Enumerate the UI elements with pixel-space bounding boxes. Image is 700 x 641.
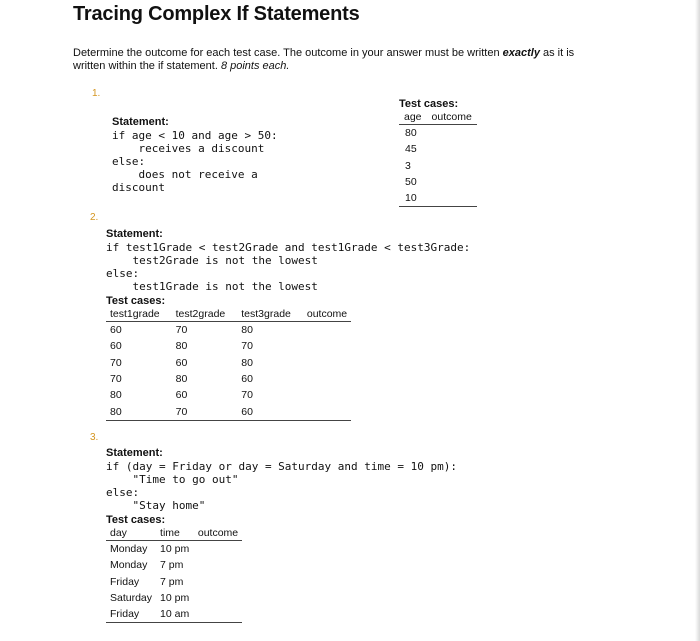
cell-time: 7 pm (160, 575, 184, 588)
table-row (106, 541, 242, 558)
cell-outcome[interactable] (427, 190, 477, 207)
table-row (399, 174, 477, 190)
cell-test1grade: 70 (110, 373, 122, 386)
column-header-day: day (106, 527, 156, 541)
question-1-test-cases (399, 98, 477, 207)
cell-outcome[interactable] (427, 141, 477, 157)
column-header-test1grade: test1grade (106, 308, 172, 322)
cell-test1grade: 80 (106, 403, 172, 420)
cell-test3grade: 70 (241, 389, 253, 402)
question-1-tests-label: Test cases: (399, 98, 459, 110)
table-row (106, 355, 351, 371)
cell-outcome[interactable] (303, 338, 351, 354)
instructions (73, 47, 593, 73)
table-row (106, 322, 351, 339)
instructions-tail: as it is written within the if statement. (73, 47, 575, 72)
question-3-tests-label: Test cases: (106, 514, 166, 526)
cell-day: Saturday (110, 592, 153, 605)
table-header-row (106, 527, 242, 541)
column-header-test3grade: test3grade (237, 308, 303, 322)
column-header-outcome: outcome (303, 308, 351, 322)
cell-time: 10 pm (160, 592, 190, 605)
cell-outcome[interactable] (427, 174, 477, 190)
cell-test2grade: 80 (175, 373, 188, 386)
question-2-table (106, 308, 351, 421)
cell-test1grade: 60 (110, 324, 122, 337)
table-row (106, 338, 351, 354)
cell-test1grade: 80 (110, 389, 122, 402)
cell-outcome[interactable] (427, 158, 477, 174)
table-row (106, 606, 242, 623)
question-1-statement (112, 116, 278, 194)
cell-outcome[interactable] (194, 606, 242, 623)
column-header-outcome: outcome (427, 111, 477, 125)
cell-day: Friday (110, 575, 140, 588)
question-3-table (106, 527, 242, 623)
cell-outcome[interactable] (303, 371, 351, 387)
cell-day: Friday (106, 606, 156, 623)
cell-age: 10 (399, 190, 427, 207)
cell-test3grade: 60 (237, 403, 303, 420)
question-3-statement (106, 447, 457, 623)
question-2-statement (106, 228, 470, 421)
question-1-code: if age < 10 and age > 50: receives a discount else: does not receive a discount (112, 129, 278, 194)
table-row (106, 574, 242, 590)
question-1-number: 1. (92, 88, 101, 99)
cell-test2grade: 70 (172, 403, 238, 420)
table-row (399, 141, 477, 157)
column-header-time: time (156, 527, 194, 541)
cell-age: 45 (405, 143, 417, 156)
cell-test2grade: 70 (175, 324, 188, 337)
table-row (106, 590, 242, 606)
cell-outcome[interactable] (194, 541, 242, 558)
cell-outcome[interactable] (303, 387, 351, 403)
cell-test3grade: 80 (241, 324, 253, 337)
question-1-statement-label: Statement: (112, 116, 169, 128)
cell-day: Monday (110, 543, 148, 556)
page-edge-shadow (695, 0, 700, 641)
cell-outcome[interactable] (194, 557, 242, 573)
question-3-code: if (day = Friday or day = Saturday and time = 10 pm): "Time to go out" else: "Stay home" (106, 460, 457, 512)
table-row (399, 125, 477, 142)
cell-age: 3 (405, 159, 411, 172)
table-row (106, 403, 351, 420)
cell-time: 10 am (156, 606, 194, 623)
instructions-emphasis: exactly (502, 47, 540, 59)
cell-time: 7 pm (160, 559, 184, 572)
cell-test2grade: 60 (175, 356, 188, 369)
cell-outcome[interactable] (427, 125, 477, 142)
instructions-points: 8 points each. (220, 60, 290, 72)
cell-outcome[interactable] (303, 322, 351, 339)
cell-test1grade: 70 (110, 356, 122, 369)
cell-outcome[interactable] (194, 590, 242, 606)
table-header-row (106, 308, 351, 322)
cell-age: 80 (405, 127, 417, 140)
table-row (399, 190, 477, 207)
cell-test2grade: 80 (175, 340, 188, 353)
table-row (106, 557, 242, 573)
cell-test2grade: 60 (175, 389, 188, 402)
cell-age: 50 (405, 176, 417, 189)
question-2-tests-label: Test cases: (106, 295, 166, 307)
cell-test3grade: 60 (241, 373, 253, 386)
cell-test1grade: 60 (110, 340, 122, 353)
table-header-row (399, 111, 477, 125)
question-2-code: if test1Grade < test2Grade and test1Grade < test3Grade: test2Grade is not the lowest else: test1Grade is not the lowest (106, 241, 471, 293)
question-3-statement-label: Statement: (106, 447, 163, 459)
column-header-test2grade: test2grade (172, 308, 238, 322)
cell-outcome[interactable] (194, 574, 242, 590)
question-1-table (399, 111, 477, 207)
column-header-age: age (399, 111, 427, 125)
cell-outcome[interactable] (303, 403, 351, 420)
cell-time: 10 pm (160, 543, 190, 556)
question-3-number: 3. (90, 432, 99, 443)
question-2-statement-label: Statement: (106, 228, 163, 240)
column-header-outcome: outcome (194, 527, 242, 541)
question-2-number: 2. (90, 212, 99, 223)
table-row (106, 371, 351, 387)
cell-day: Monday (110, 559, 148, 572)
table-row (399, 158, 477, 174)
cell-outcome[interactable] (303, 355, 351, 371)
cell-test3grade: 80 (241, 356, 253, 369)
cell-test3grade: 70 (241, 340, 253, 353)
page-title: Tracing Complex If Statements (73, 3, 360, 25)
instructions-lead: Determine the outcome for each test case. The outcome in your answer must be written (73, 47, 503, 59)
table-row (106, 387, 351, 403)
